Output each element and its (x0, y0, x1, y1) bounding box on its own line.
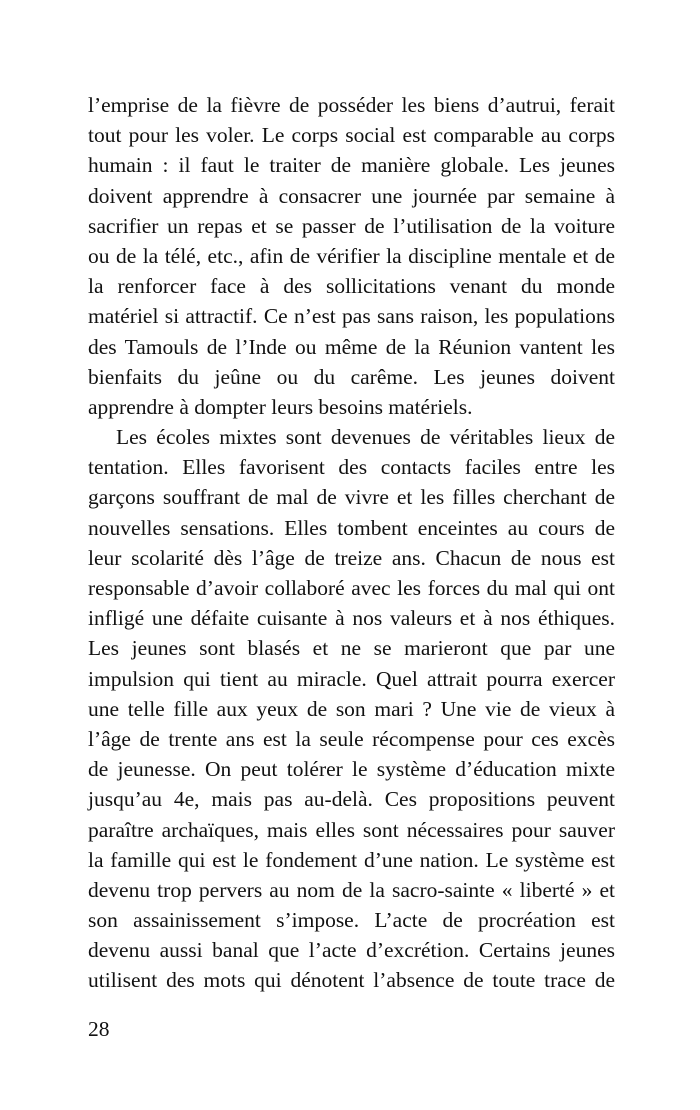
text-line: tout pour les voler. Le corps social est comparable au corps (88, 123, 615, 148)
text-line: ou de la télé, etc., afin de vérifier la discipline mentale et de (88, 243, 615, 268)
text-line: bienfaits du jeûne ou du carême. Les jeunes doivent (88, 364, 615, 389)
text-line: responsable d’avoir collaboré avec les forces du mal qui ont (88, 576, 615, 600)
text-line: Les jeunes sont blasés et ne se marieront que par une (88, 636, 615, 661)
text-line: humain : il faut le traiter de manière globale. Les jeunes (88, 153, 615, 178)
page-number: 28 (88, 1017, 110, 1041)
text-line: des Tamouls de l’Inde ou même de la Réunion vantent les (88, 334, 615, 359)
text-line: Les écoles mixtes sont devenues de véritables lieux de (116, 425, 615, 450)
text-line: devenu aussi banal que l’acte d’excrétion. Certains jeunes (88, 938, 615, 963)
text-line: leur scolarité dès l’âge de treize ans. Chacun de nous est (88, 545, 615, 570)
text-line: la renforcer face à des sollicitations venant du monde (88, 274, 615, 299)
text-line: son assainissement s’impose. L’acte de procréation est (88, 908, 615, 933)
text-line: apprendre à dompter leurs besoins matériels. (88, 394, 473, 419)
paragraph-1 (88, 90, 615, 422)
body-text (88, 90, 615, 996)
text-line: doivent apprendre à consacrer une journée par semaine à (88, 183, 615, 208)
text-line: nouvelles sensations. Elles tombent enceintes au cours de (88, 515, 615, 540)
text-line: tentation. Elles favorisent des contacts faciles entre les (88, 455, 615, 480)
text-line: de jeunesse. On peut tolérer le système d’éducation mixte (88, 757, 615, 782)
paragraph-2 (88, 422, 615, 996)
text-line: la famille qui est le fondement d’une nation. Le système est (88, 847, 615, 872)
text-line: garçons souffrant de mal de vivre et les filles cherchant de (88, 485, 615, 510)
text-line: matériel si attractif. Ce n’est pas sans raison, les populations (88, 304, 615, 329)
text-line: impulsion qui tient au miracle. Quel attrait pourra exercer (88, 666, 615, 691)
text-line: l’âge de trente ans est la seule récompense pour ces excès (88, 726, 615, 751)
text-line: l’emprise de la fièvre de posséder les biens d’autrui, ferait (88, 93, 615, 117)
text-line: devenu trop pervers au nom de la sacro-sainte « liberté » et (88, 877, 615, 902)
text-line: jusqu’au 4e, mais pas au-delà. Ces propositions peuvent (88, 787, 615, 812)
text-line: utilisent des mots qui dénotent l’absence de toute trace de (88, 968, 615, 993)
text-line: sacrifier un repas et se passer de l’utilisation de la voiture (88, 213, 615, 238)
text-line: une telle fille aux yeux de son mari ? Une vie de vieux à (88, 696, 615, 721)
text-line: paraître archaïques, mais elles sont nécessaires pour sauver (88, 817, 615, 842)
text-line: infligé une défaite cuisante à nos valeurs et à nos éthiques. (88, 606, 615, 631)
